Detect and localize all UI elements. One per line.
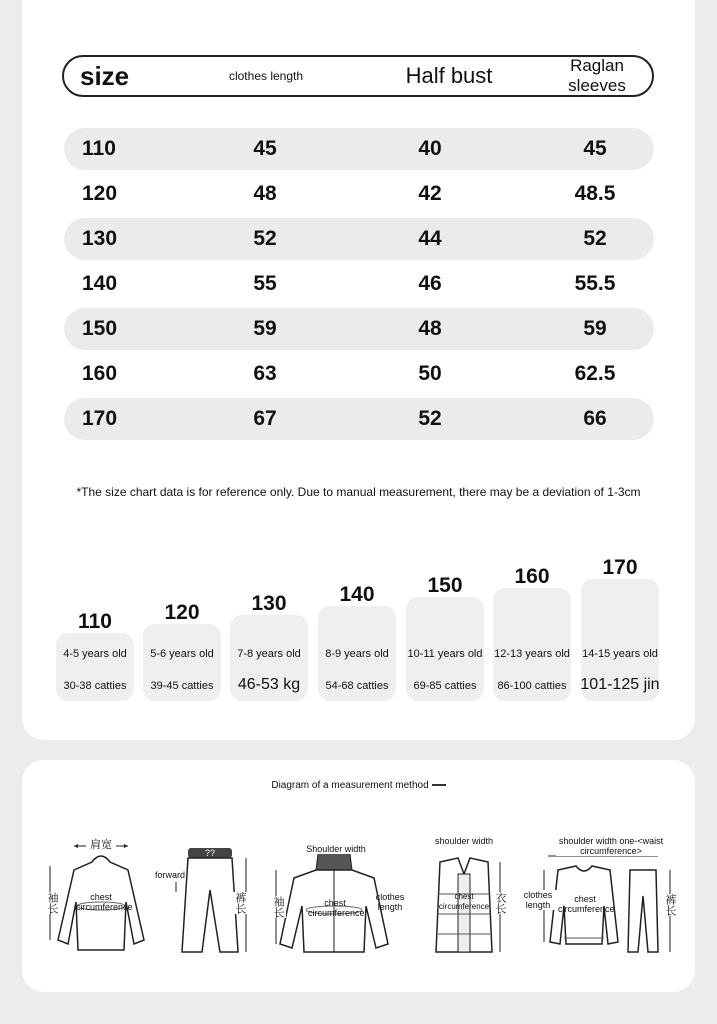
cell-length: 59 xyxy=(253,317,277,340)
dash-icon xyxy=(432,784,446,786)
size-chart-card xyxy=(22,0,695,740)
table-row xyxy=(64,218,654,260)
header-half-bust: Half bust xyxy=(405,63,493,88)
cell-sleeve: 66 xyxy=(583,407,607,430)
shoulder-width-label: 肩宽 xyxy=(86,840,116,850)
header-size: size xyxy=(80,60,130,91)
table-row xyxy=(64,173,654,215)
table-row xyxy=(64,263,654,305)
cell-bust: 48 xyxy=(418,317,442,340)
reference-note: *The size chart data is for reference only. Due to manual measurement, there may be a deviation of 1-3cm xyxy=(76,485,641,499)
cell-length: 63 xyxy=(253,362,277,385)
table-row xyxy=(64,353,654,395)
age-card-weight: 46-53 kg xyxy=(237,676,301,693)
diagram-title xyxy=(22,780,695,791)
age-card-years: 4-5 years old xyxy=(63,648,127,660)
set-figure xyxy=(518,836,678,960)
age-card-years: 5-6 years old xyxy=(150,648,214,660)
shoulder-width-label: shoulder width xyxy=(432,836,496,846)
age-card-years: 7-8 years old xyxy=(237,648,301,660)
shoulder-width-label: Shoulder width xyxy=(304,844,368,854)
header-raglan-sleeves: Raglan sleeves xyxy=(568,56,626,95)
cell-size: 110 xyxy=(82,137,116,160)
cell-size: 140 xyxy=(82,272,118,295)
measurement-diagram-card xyxy=(22,760,695,992)
cell-length: 45 xyxy=(253,137,277,160)
cell-length: 52 xyxy=(253,227,277,250)
forward-label: forward xyxy=(154,870,185,880)
age-card-weight: 69-85 catties xyxy=(413,680,477,692)
cell-sleeve: 52 xyxy=(583,227,607,250)
age-card-weight: 39-45 catties xyxy=(150,680,214,692)
shoulder-waist-label: shoulder width one-<waist circumference> xyxy=(556,836,666,856)
table-row xyxy=(64,398,654,440)
age-card-size: 160 xyxy=(514,565,550,588)
age-card-weight: 30-38 catties xyxy=(63,680,127,692)
age-card-size: 130 xyxy=(251,592,287,615)
cell-size: 120 xyxy=(82,182,118,205)
pants-length-label: 裤长 xyxy=(664,894,676,916)
age-card-size: 140 xyxy=(339,583,375,606)
age-card-years: 8-9 years old xyxy=(325,648,389,660)
cell-length: 55 xyxy=(253,272,277,295)
cell-length: 67 xyxy=(253,407,277,430)
hoodie-figure xyxy=(44,840,154,960)
cell-size: 160 xyxy=(82,362,118,385)
age-card-size: 120 xyxy=(164,601,200,624)
cell-bust: 46 xyxy=(418,272,442,295)
cell-bust: 40 xyxy=(418,137,442,160)
cell-sleeve: 55.5 xyxy=(574,272,616,295)
pants-figure xyxy=(152,840,252,960)
cell-size: 130 xyxy=(82,227,118,250)
cell-bust: 50 xyxy=(418,362,442,385)
chest-circumference-label: chest circumference xyxy=(76,892,133,912)
age-card-years: 12-13 years old xyxy=(494,648,570,660)
clothes-length-label: clothes length xyxy=(518,890,558,910)
chest-circumference-label: chest circumference xyxy=(558,894,615,914)
age-card-weight: 54-68 catties xyxy=(325,680,389,692)
pants-length-label: 裤长 xyxy=(234,892,246,914)
table-row xyxy=(64,308,654,350)
age-card-size: 150 xyxy=(427,574,463,597)
cell-bust: 52 xyxy=(418,407,442,430)
age-card-weight: 101-125 jin xyxy=(580,676,660,693)
age-card-years: 14-15 years old xyxy=(582,648,658,660)
header-clothes-length: clothes length xyxy=(228,68,304,83)
table-header xyxy=(62,55,654,97)
vest-figure xyxy=(414,834,514,960)
age-card-size: 170 xyxy=(602,556,638,579)
age-card-years: 10-11 years old xyxy=(407,648,483,660)
age-card-weight: 86-100 catties xyxy=(497,680,567,692)
age-card-size: 110 xyxy=(78,610,112,633)
cell-size: 170 xyxy=(82,407,118,430)
cell-sleeve: 59 xyxy=(583,317,607,340)
cell-bust: 42 xyxy=(418,182,442,205)
diagram-title-text: Diagram of a measurement method xyxy=(271,780,429,791)
clothes-length-label: 衣长 xyxy=(494,892,506,914)
clothes-length-label: clothes length xyxy=(375,892,405,912)
cell-sleeve: 45 xyxy=(583,137,607,160)
cell-bust: 44 xyxy=(418,227,442,250)
chest-circumference-label: chest circumference xyxy=(308,898,365,918)
sleeve-length-label: 袖长 xyxy=(46,892,58,914)
cell-sleeve: 62.5 xyxy=(574,362,616,385)
table-row xyxy=(64,128,654,170)
jacket-figure xyxy=(270,840,410,960)
cell-length: 48 xyxy=(253,182,277,205)
cell-sleeve: 48.5 xyxy=(574,182,616,205)
cell-size: 150 xyxy=(82,317,118,340)
pants-tag-label: ?? xyxy=(204,848,215,858)
chest-circumference-label: chest circumference xyxy=(438,892,490,911)
sleeve-length-label: 袖长 xyxy=(272,896,284,918)
